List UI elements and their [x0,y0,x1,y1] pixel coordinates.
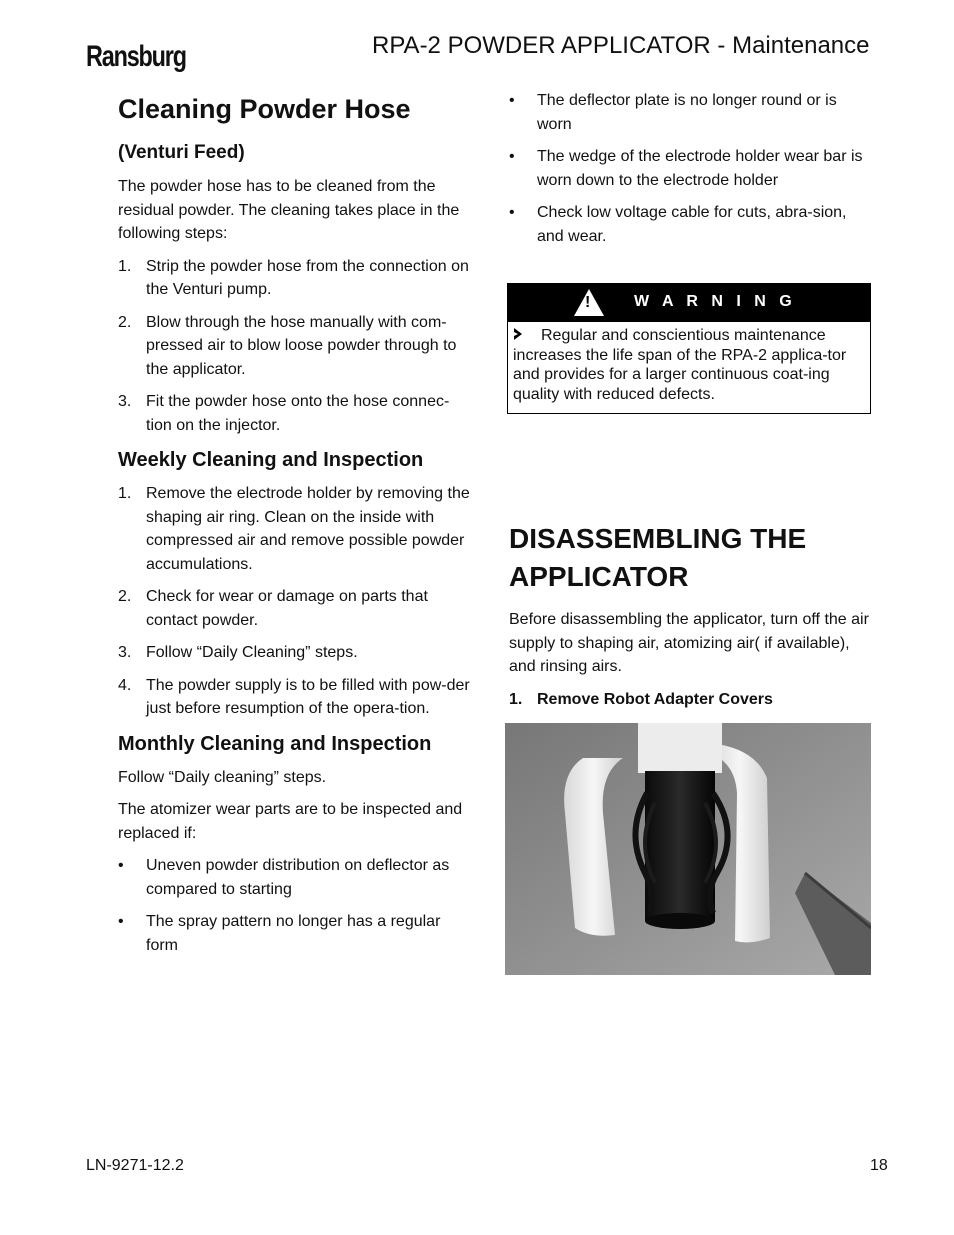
warning-text: Regular and conscientious maintenance increases the life span of the RPA-2 applica-tor and provides for a larger continuous coat-ing quality with reduced defects. [513,327,847,403]
warning-box [507,283,871,414]
cleaning-powder-hose-heading: Cleaning Powder Hose [118,94,411,124]
warning-header [508,284,870,322]
list-item: 3. Fit the powder hose onto the hose connec-tion on the injector. [118,393,450,434]
list-item: 4. The powder supply is to be filled with pow-der just before resumption of the opera-tion. [118,676,470,717]
list-item: • Uneven powder distribution on deflector as compared to starting [118,857,450,898]
page-number: 18 [870,1157,888,1174]
list-item: 3. Follow “Daily Cleaning” steps. [118,644,358,661]
wear-parts-bullet-list [509,89,871,248]
monthly-paragraph-2: The atomizer wear parts are to be inspected and replaced if: [118,801,480,842]
robot-adapter-covers-photo [505,723,871,975]
venturi-intro-paragraph: The powder hose has to be cleaned from the residual powder. The cleaning takes place in the following steps: [118,178,460,242]
disassembling-heading-line-1: DISASSEMBLING THE [509,523,807,554]
document-number: LN-9271-12.2 [86,1157,184,1174]
right-column-bullets [509,89,871,248]
list-item: • The spray pattern no longer has a regular form [118,913,441,954]
list-item: 2. Blow through the hose manually with com-pressed air to blow loose powder through to the applicator. [118,313,457,378]
chevron-right-icon [513,326,523,346]
venturi-steps-list [118,255,474,438]
warning-title: W A R N I N G [634,293,797,310]
exclamation-icon: ! [585,294,591,311]
list-item: 1. Remove the electrode holder by removing the shaping air ring. Clean on the inside with compressed air and remove possible powder accumulations. [118,485,470,573]
weekly-cleaning-heading: Weekly Cleaning and Inspection [118,449,424,471]
weekly-steps-list [118,482,474,721]
step-remove-covers: 1. Remove Robot Adapter Covers [509,690,773,708]
ransburg-logo: Ransburg [86,40,186,73]
disassembling-heading-line-2: APPLICATOR [509,561,689,592]
venturi-feed-heading: (Venturi Feed) [118,142,245,163]
list-item: • Check low voltage cable for cuts, abra-sion, and wear. [509,204,847,245]
disassembly-intro: Before disassembling the applicator, turn off the air supply to shaping air, atomizing air( if available), and rinsing airs. [509,611,869,675]
list-item: 1. Strip the powder hose from the connection on the Venturi pump. [118,257,469,298]
left-column [118,88,480,957]
page-header-title: RPA-2 POWDER APPLICATOR - Maintenance [372,32,870,59]
monthly-cleaning-heading: Monthly Cleaning and Inspection [118,732,432,755]
list-item: 2. Check for wear or damage on parts that contact powder. [118,588,428,629]
monthly-paragraph-1: Follow “Daily cleaning” steps. [118,768,327,786]
disassembly-section [509,520,871,711]
list-item: • The deflector plate is no longer round or is worn [509,92,837,133]
monthly-bullet-list [118,854,474,957]
list-item: • The wedge of the electrode holder wear bar is worn down to the electrode holder [509,148,863,189]
